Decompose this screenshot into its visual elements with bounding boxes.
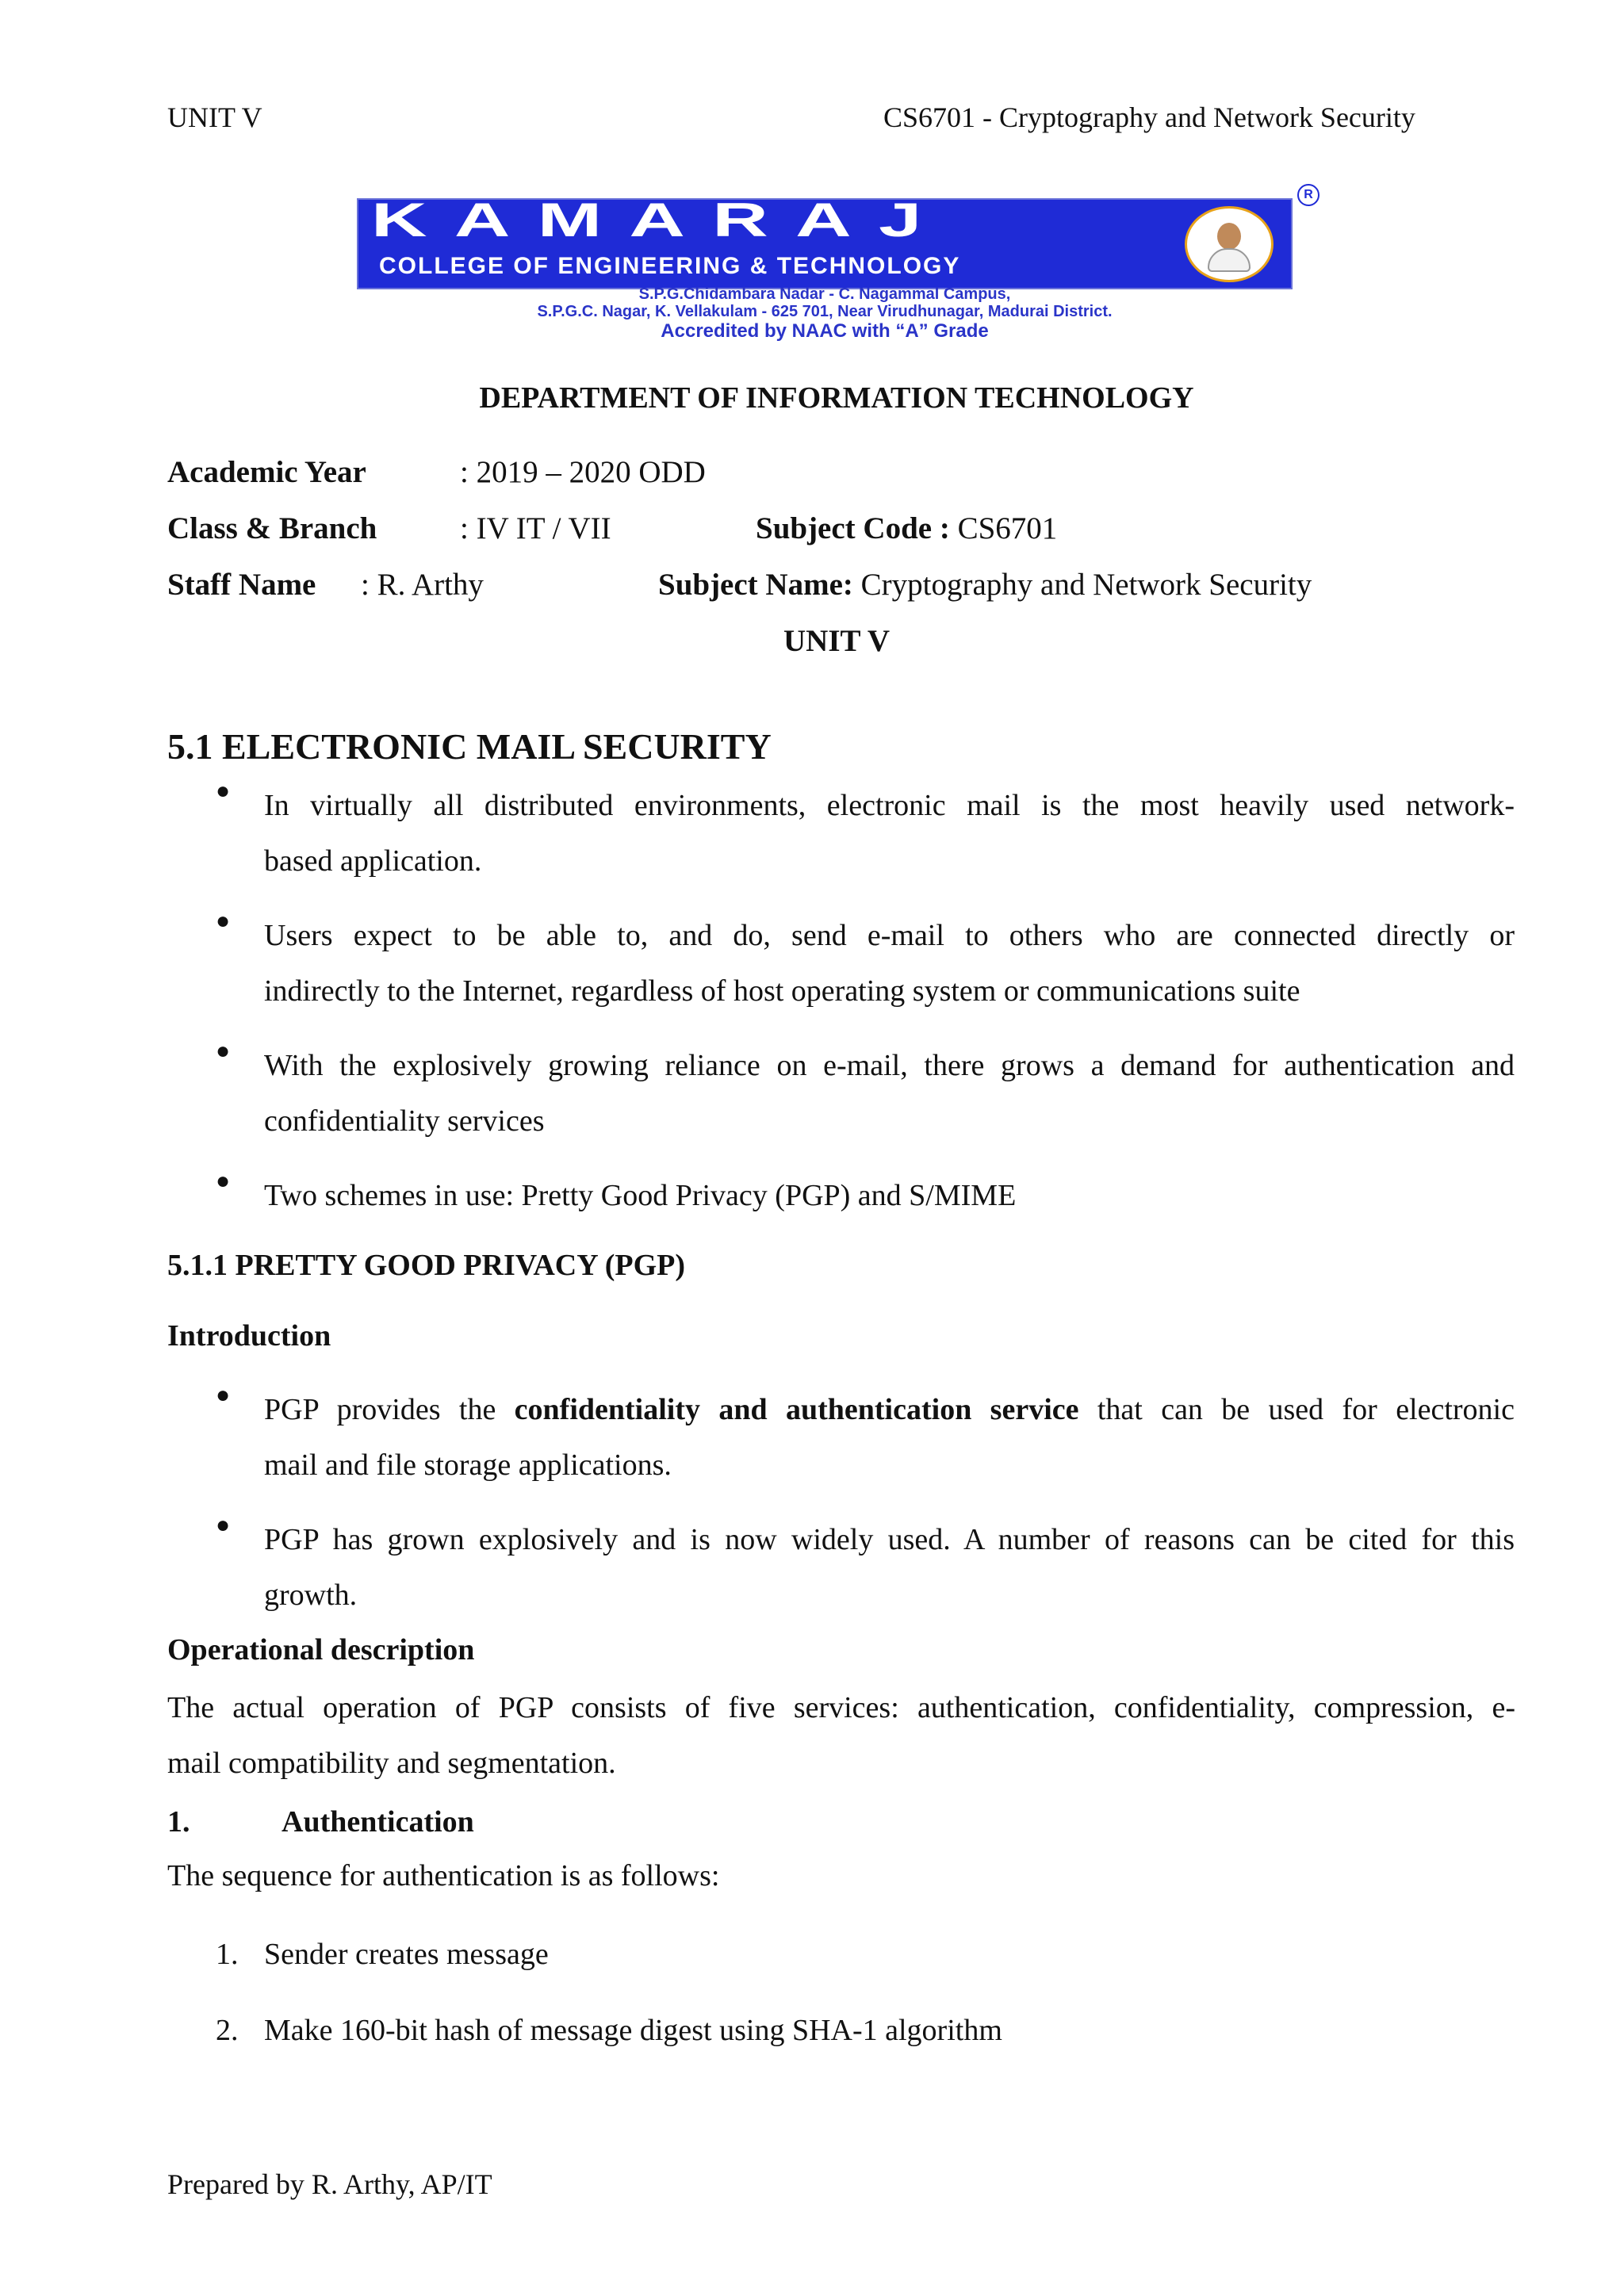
staff-name-label: Staff Name [167, 568, 316, 602]
auth-sequence: The sequence for authentication is as follows: [167, 1859, 720, 1892]
subject-name-label: Subject Name: [658, 568, 853, 602]
staff-name-value: : R. Arthy [361, 568, 484, 602]
subject-name [658, 566, 1312, 604]
operational-heading: Operational description [167, 1633, 475, 1667]
logo-college: COLLEGE OF ENGINEERING & TECHNOLOGY [379, 253, 961, 279]
subject-name-value: Cryptography and Network Security [852, 568, 1312, 602]
subject-code-label: Subject Code : [756, 511, 950, 545]
list-item: In virtually all distributed environments, electronic mail is the most heavily used network- based application. [264, 789, 1515, 878]
step-number: 2. [216, 2014, 239, 2047]
header-course: CS6701 - Cryptography and Network Security [883, 101, 1415, 133]
header-unit: UNIT V [167, 101, 262, 133]
list-item: PGP provides the confidentiality and authentication service that can be used for electronic mail and file storage applications. [264, 1393, 1515, 1482]
introduction-heading: Introduction [167, 1319, 331, 1353]
bullet-icon: ● [216, 778, 231, 804]
step-text: Make 160-bit hash of message digest using SHA-1 algorithm [264, 2014, 1002, 2047]
logo-campus: S.P.G.Chidambara Nadar - C. Nagammal Campus, [638, 285, 1011, 303]
bullet-icon: ● [216, 1038, 231, 1064]
bullet-icon: ● [216, 1168, 231, 1194]
founder-emblem-icon [1185, 206, 1274, 282]
operational-paragraph: The actual operation of PGP consists of five services: authentication, confidentiality, compression, e- mail compatibility and segmentation. [167, 1691, 1515, 1780]
logo-accreditation: Accredited by NAAC with “A” Grade [661, 320, 989, 342]
subject-code-value: CS6701 [949, 511, 1058, 545]
list-item: With the explosively growing reliance on e-mail, there grows a demand for authentication and confidentiality services [264, 1049, 1515, 1138]
college-logo [357, 179, 1326, 344]
step-text: Sender creates message [264, 1938, 549, 1971]
bullet-icon: ● [216, 1512, 231, 1538]
subject-code [756, 510, 1057, 548]
footer-prepared-by: Prepared by R. Arthy, AP/IT [167, 2168, 492, 2200]
academic-year-label: Academic Year [167, 455, 366, 489]
class-branch-label: Class & Branch [167, 511, 377, 545]
auth-number: 1. [167, 1805, 190, 1839]
auth-heading: Authentication [282, 1805, 474, 1839]
logo-name: KAMARAJ [371, 192, 949, 247]
logo-address: S.P.G.C. Nagar, K. Vellakulam - 625 701, Near Virudhunagar, Madurai District. [537, 303, 1113, 320]
list-item: Two schemes in use: Pretty Good Privacy (PGP) and S/MIME [264, 1179, 1017, 1212]
section-title: 5.1 ELECTRONIC MAIL SECURITY [167, 726, 772, 767]
bullet-icon: ● [216, 1382, 231, 1408]
step-number: 1. [216, 1938, 239, 1971]
list-item: PGP has grown explosively and is now widely used. A number of reasons can be cited for this growth. [264, 1523, 1515, 1612]
bullet-icon: ● [216, 908, 231, 934]
subsection-title: 5.1.1 PRETTY GOOD PRIVACY (PGP) [167, 1249, 686, 1282]
registered-icon: R [1297, 184, 1320, 206]
class-branch-value: : IV IT / VII [460, 511, 611, 545]
department-title: DEPARTMENT OF INFORMATION TECHNOLOGY [479, 381, 1194, 415]
unit-title: UNIT V [783, 624, 891, 658]
academic-year-value: : 2019 – 2020 ODD [460, 455, 706, 489]
list-item: Users expect to be able to, and do, send e-mail to others who are connected directly or indirectly to the Internet, regardless of host operating system or communications suite [264, 919, 1515, 1008]
